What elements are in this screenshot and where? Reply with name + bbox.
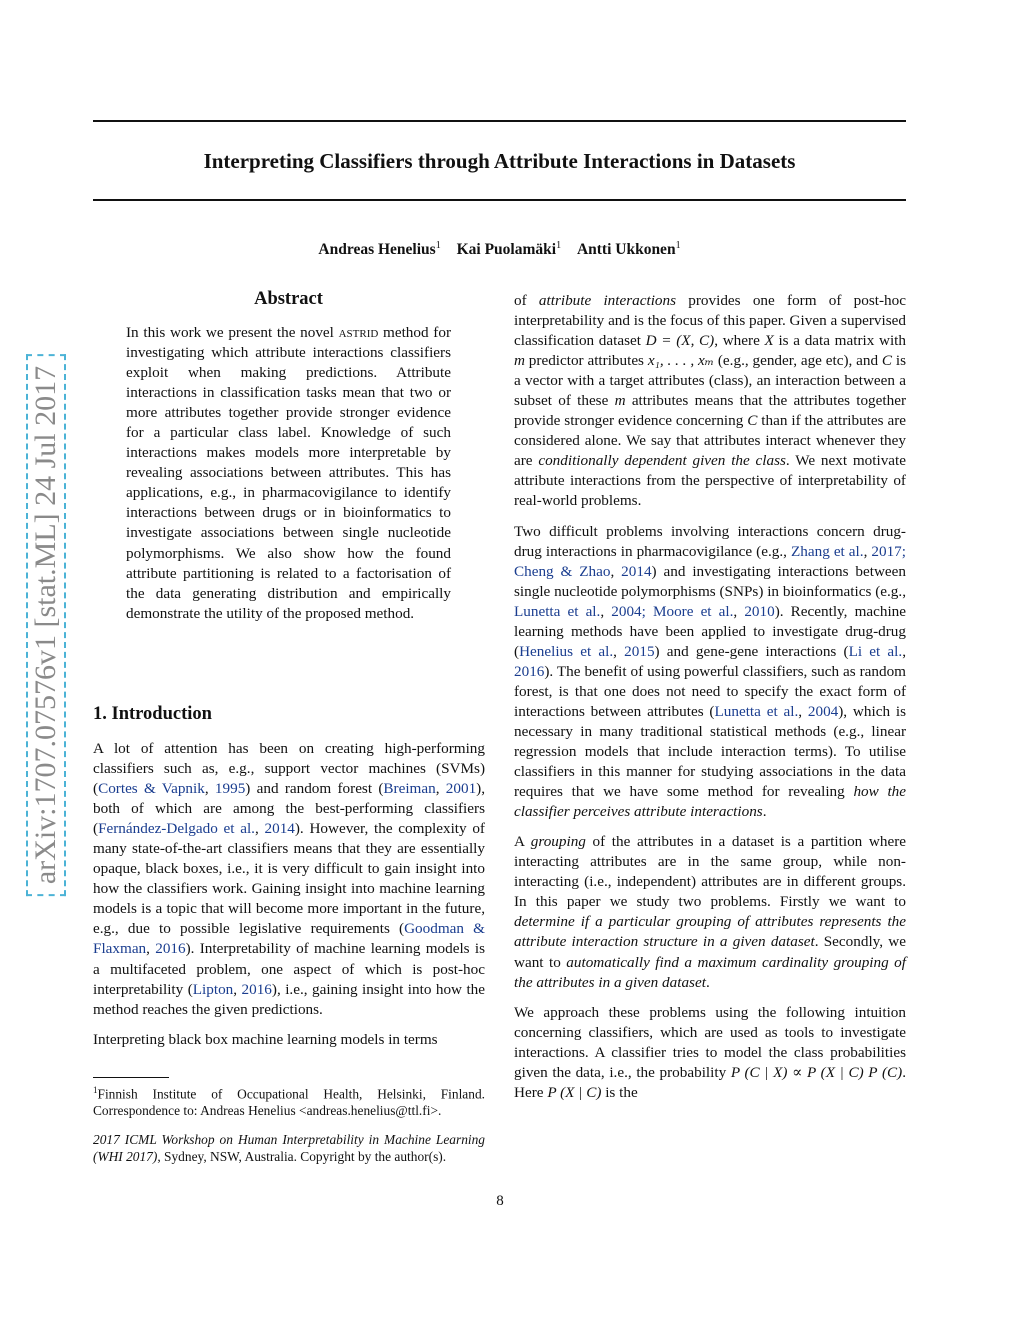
paragraph: Interpreting black box machine learning models in terms bbox=[93, 1030, 438, 1048]
citation-link[interactable]: 2010 bbox=[744, 602, 775, 620]
right-column bbox=[514, 291, 906, 1103]
paragraph: of attribute interactions provides one form of post-hoc interpretability and is the focus of this paper. Given a supervised classification dataset D = (X, C), where X is a data matrix with m predictor attributes x₁, . . . , xₘ (e.g., gender, age etc), and C is a vector with a target attributes (class), an interaction between a subset of these m attributes means that the attributes together provide stronger evidence concerning C than if the attributes are considered alone. We say that attributes interact whenever they are conditionally dependent given the class. We next motivate attribute interactions from the perspective of interpretability of real-world problems. bbox=[514, 292, 907, 510]
paragraph: We approach these problems using the following intuition concerning classifiers, which are used as tools to investigate interactions. A classifier tries to model the class probabilities given the data, i.e., the probability P (C | X) ∝ P (X | C) P (C). Here P (X | C) is the bbox=[514, 1003, 906, 1101]
citation-link[interactable]: Li et al. bbox=[848, 642, 903, 660]
citation-link[interactable]: 2014 bbox=[264, 820, 295, 838]
left-column bbox=[93, 739, 485, 1050]
author-name: Antti Ukkonen bbox=[576, 241, 676, 258]
affiliation-mark: 1 bbox=[675, 240, 681, 251]
citation-link[interactable]: 2016 bbox=[514, 662, 545, 680]
citation-link[interactable]: Lipton bbox=[192, 980, 234, 998]
footnote-rule bbox=[93, 1077, 169, 1078]
citation-link[interactable]: 2004 bbox=[807, 702, 839, 720]
abstract-paragraph: In this work we present the novel astrid method for investigating which attribute interactions classifiers exploit when making predictions. Attribute interactions in classification tasks mean that two or more attributes together provide stronger evidence for a particular class label. Knowledge of such interactions makes models more interpretable by revealing associations between attributes. This has applications, e.g., in pharmacovigilance to identify interactions between drugs or in bioinformatics to investigate associations between single nucleotide polymorphisms. We also show how the found attribute partitioning is related to a factorisation of the data generating distribution and empirically demonstrate the utility of the proposed method. bbox=[126, 324, 451, 622]
author-name: Andreas Henelius bbox=[318, 241, 436, 258]
author bbox=[457, 241, 561, 258]
citation-link[interactable]: 2016 bbox=[155, 940, 186, 958]
abstract-heading: Abstract bbox=[254, 289, 323, 309]
citation-link[interactable]: 2001 bbox=[445, 780, 477, 798]
citation-link[interactable]: 1995 bbox=[214, 780, 246, 798]
footnote-affiliation: $^1$Finnish Institute of Occupational Health, Helsinki, Finland. Correspondence to: Andreas Henelius <andreas.henelius@ttl.fi>. bbox=[93, 1085, 485, 1119]
citation-link[interactable]: Zhang et al. bbox=[790, 542, 864, 560]
affiliation-mark: 1 bbox=[556, 240, 562, 251]
title-bottom-rule bbox=[93, 199, 906, 201]
abstract-body bbox=[126, 323, 451, 624]
paragraph: A grouping of the attributes in a dataset is a partition where interacting attributes are in the same group, while non-interacting (i.e., independent) attributes are in different groups. In this paper we study two problems. Firstly we want to determine if a particular grouping of attributes represents the attribute interaction structure in a given dataset. Secondly, we want to automatically find a maximum cardinality grouping of the attributes in a given dataset. bbox=[514, 833, 906, 991]
page-number: 8 bbox=[496, 1193, 504, 1209]
paper-title: Interpreting Classifiers through Attribute Interactions in Datasets bbox=[203, 149, 796, 173]
citation-link[interactable]: 2017 bbox=[871, 542, 902, 560]
citation-link[interactable]: Cheng & Zhao bbox=[514, 562, 611, 580]
author bbox=[318, 241, 440, 258]
citation-link[interactable]: Fernández-Delgado et al. bbox=[98, 820, 255, 838]
method-name: astrid bbox=[338, 324, 379, 341]
paragraph: A lot of attention has been on creating high-performing classifiers such as, e.g., support vector machines (SVMs) (Cortes & Vapnik, 1995) and random forest (Breiman, 2001), both of which are among the best-performing classifiers (Fernández-Delgado et al., 2014). However, the complexity of many state-of-the-art classifiers means that they are essentially opaque, black boxes, i.e., it is very difficult to gain insight into how the classifiers work. Gaining insight into machine learning models is a topic that will become more important in the future, e.g., due to possible legislative requirements (Goodman & Flaxman, 2016). Interpretability of machine learning models is a multifaceted problem, one aspect of which is post-hoc interpretability (Lipton, 2016), i.e., gaining insight into how the method reaches the given predictions. bbox=[93, 740, 486, 1018]
citation-link[interactable]: Lunetta et al. bbox=[514, 602, 601, 620]
citation-link[interactable]: 2016 bbox=[241, 980, 272, 998]
citation-link[interactable]: Cortes & Vapnik bbox=[98, 780, 205, 798]
citation-link[interactable]: Breiman bbox=[383, 780, 436, 798]
arxiv-watermark: arXiv:1707.07576v1 [stat.ML] 24 Jul 2017 bbox=[26, 354, 66, 896]
paragraph: Two difficult problems involving interactions concern drug-drug interactions in pharmacovigilance (e.g., Zhang et al., 2017; Cheng & Zhao, 2014) and investigating interactions between single nucleotide polymorphisms (SNPs) in bioinformatics (e.g., Lunetta et al., 2004; Moore et al., 2010). Recently, machine learning methods have been applied to investigate drug-drug (Henelius et al., 2015) and gene-gene interactions (Li et al., 2016). The benefit of using powerful classifiers, such as random forest, is that one does not need to specify the exact form of interactions between attributes (Lunetta et al., 2004), which is necessary in many traditional statistical methods (e.g., linear regression models that include interaction terms). To utilise classifiers in this manner for studying associations in the data requires that we have some method for revealing how the classifier perceives attribute interactions. bbox=[514, 522, 907, 821]
affiliation-mark: 1 bbox=[435, 240, 441, 251]
math: P (C | X) ∝ P (X | C) P (C) bbox=[730, 1063, 903, 1081]
section-heading-introduction: 1. Introduction bbox=[93, 704, 212, 724]
citation-link[interactable]: Moore et al. bbox=[652, 602, 734, 620]
citation-link[interactable]: 2014 bbox=[621, 562, 652, 580]
top-rule bbox=[93, 120, 906, 122]
math: D = (X, C) bbox=[645, 332, 715, 350]
author-name: Kai Puolamäki bbox=[456, 241, 557, 258]
citation-link[interactable]: Lunetta et al. bbox=[714, 702, 799, 720]
citation-link[interactable]: Henelius et al. bbox=[519, 642, 614, 660]
author bbox=[577, 241, 681, 258]
citation-link[interactable]: 2015 bbox=[624, 642, 655, 660]
footnote bbox=[93, 1082, 485, 1165]
citation-link[interactable]: Goodman & Flaxman bbox=[93, 920, 485, 958]
footnote-venue: 2017 ICML Workshop on Human Interpretability in Machine Learning (WHI 2017), Sydney, NSW, Australia. Copyright by the author(s). bbox=[93, 1131, 485, 1164]
citation-link[interactable]: 2004 bbox=[611, 602, 642, 620]
author-list bbox=[93, 235, 906, 261]
